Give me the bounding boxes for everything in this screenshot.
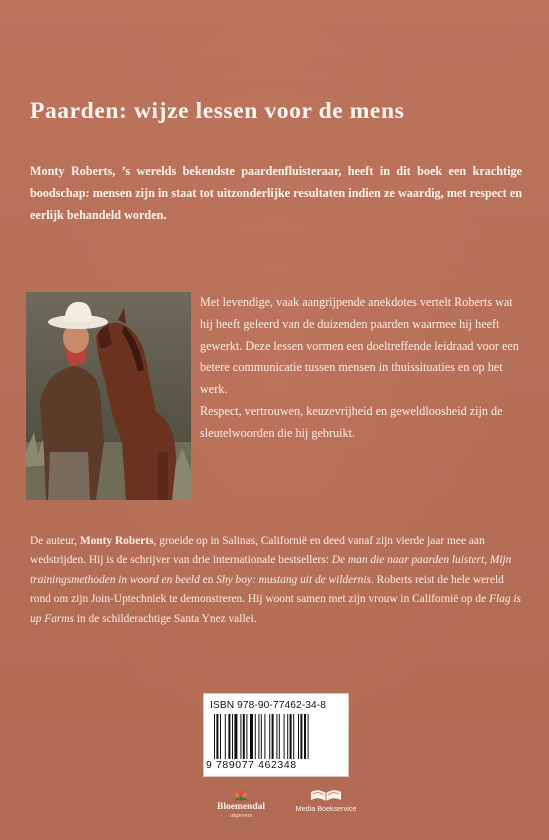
side-paragraph: Respect, vertrouwen, keuzevrijheid en geweldloosheid zijn de sleutelwoorden die hij gebruikt. xyxy=(200,403,503,440)
book-title: Mijn trainingsmethoden in woord en beeld xyxy=(30,554,512,586)
author-bio xyxy=(30,532,525,629)
author-text: . Roberts reist de hele wereld rond om zijn Join-Uptechniek te demonstreren. Hij woont samen met zijn vrouw in Californië op de xyxy=(30,573,504,606)
author-text: , groeide op in Salinas, Californië en deed vanaf zijn vierde jaar mee aan wedstrijden. Hij is de schrijver van drie internationale bestsellers: xyxy=(30,535,485,567)
publisher-subtitle: uitgevers xyxy=(229,813,253,819)
author-text: , xyxy=(484,554,490,567)
distributor-name: Media Boekservice xyxy=(295,804,357,813)
intro-paragraph: Monty Roberts, ’s werelds bekendste paardenfluisteraar, heeft in dit boek een krachtige boodschap: mensen zijn in staat tot uitzonderlijke resultaten indien ze waardig, met respect en eerlijk behandeld worden. xyxy=(30,164,522,222)
publisher-logo xyxy=(210,788,272,828)
author-horse-photo xyxy=(26,292,191,500)
author-text: De auteur, xyxy=(30,535,80,547)
side-text-block xyxy=(200,292,522,445)
barcode-digits: 9 789077 462348 xyxy=(206,759,297,771)
barcode-bars xyxy=(214,714,338,759)
author-text: en xyxy=(199,573,217,586)
side-paragraph: Met levendige, vaak aangrijpende anekdotes vertelt Roberts wat hij heeft geleerd van de duizenden paarden waarmee hij heeft gewerkt. Deze lessen vormen een doeltreffende leidraad voor een betere communicatie tussen mensen in thuissituaties en op het werk. xyxy=(200,295,519,397)
isbn-barcode xyxy=(203,693,349,777)
book-title: Shy boy: mustang uit de wildernis xyxy=(216,573,371,586)
publisher-name: Bloemendal xyxy=(216,802,266,812)
farm-name: Flag is up Farms xyxy=(30,593,521,625)
flower-icon xyxy=(231,788,251,802)
author-name: Monty Roberts xyxy=(79,535,154,547)
open-book-icon xyxy=(309,788,343,802)
cover-title: Paarden: wijze lessen voor de mens xyxy=(30,98,405,124)
isbn-label: ISBN 978-90-77462-34-8 xyxy=(210,700,327,711)
distributor-logo xyxy=(290,788,362,828)
author-text: in de schilderachtige Santa Ynez vallei. xyxy=(73,612,257,625)
book-title: De man die naar paarden luistert xyxy=(331,554,485,567)
